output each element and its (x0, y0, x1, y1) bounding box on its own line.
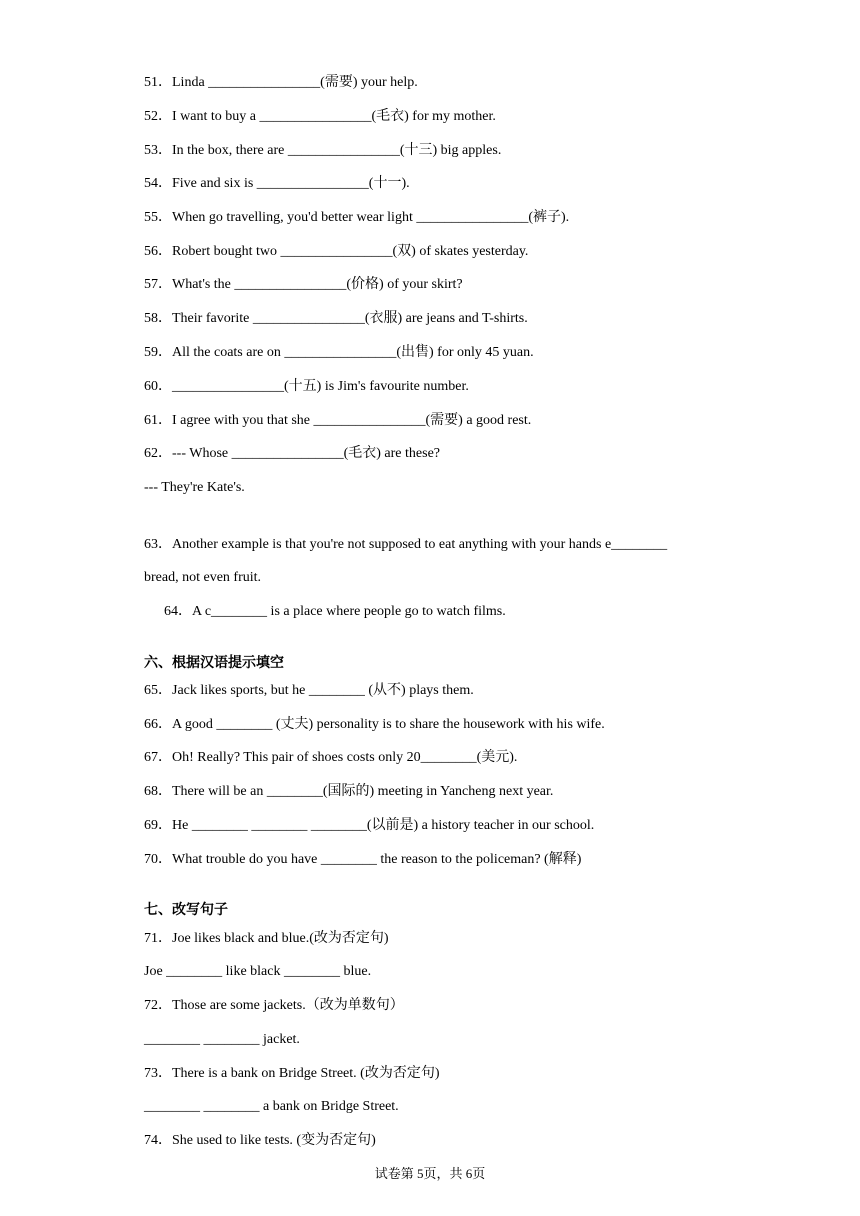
question-71-answer: Joe ________ like black ________ blue. (144, 964, 372, 979)
question-73: 73．There is a bank on Bridge Street. (改为否定句) (144, 1066, 440, 1081)
question-58: 58．Their favorite ________________(衣服) are jeans and T-shirts. (144, 311, 528, 326)
question-63-line2: bread, not even fruit. (144, 570, 262, 585)
question-60: 60．________________(十五) is Jim's favourite number. (144, 379, 469, 394)
question-74: 74．She used to like tests. (变为否定句) (144, 1133, 376, 1148)
question-62-reply: --- They're Kate's. (144, 480, 245, 495)
question-52: 52．I want to buy a ________________(毛衣) for my mother. (144, 109, 496, 124)
section-seven-heading: 七、改写句子 (144, 902, 228, 918)
question-73-answer: ________ ________ a bank on Bridge Street. (144, 1099, 399, 1114)
question-63-line1: 63．Another example is that you're not supposed to eat anything with your hands e________ (144, 537, 668, 552)
page-footer: 试卷第 5页，共 6页 (374, 1166, 486, 1181)
question-71: 71．Joe likes black and blue.(改为否定句) (144, 931, 389, 946)
question-65: 65．Jack likes sports, but he ________ (从不) plays them. (144, 683, 474, 698)
question-57: 57．What's the ________________(价格) of your skirt? (144, 277, 463, 292)
section-six-heading: 六、根据汉语提示填空 (144, 655, 284, 671)
question-67: 67．Oh! Really? This pair of shoes costs only 20________(美元). (144, 750, 518, 765)
question-59: 59．All the coats are on ________________(出售) for only 45 yuan. (144, 345, 534, 360)
question-72-answer: ________ ________ jacket. (144, 1032, 300, 1047)
question-70: 70．What trouble do you have ________ the reason to the policeman? (解释) (144, 852, 582, 867)
question-56: 56．Robert bought two ________________(双) of skates yesterday. (144, 244, 529, 259)
question-69: 69．He ________ ________ ________(以前是) a history teacher in our school. (144, 818, 595, 833)
question-62: 62．--- Whose ________________(毛衣) are these? (144, 446, 441, 461)
question-51: 51．Linda ________________(需要) your help. (144, 75, 418, 90)
question-53: 53．In the box, there are ________________(十三) big apples. (144, 143, 502, 158)
question-72: 72．Those are some jackets.（改为单数句） (144, 998, 404, 1013)
question-64: 64．A c________ is a place where people go to watch films. (164, 604, 506, 619)
question-61: 61．I agree with you that she ________________(需要) a good rest. (144, 413, 532, 428)
question-68: 68．There will be an ________(国际的) meeting in Yancheng next year. (144, 784, 554, 799)
question-54: 54．Five and six is ________________(十一). (144, 176, 410, 191)
question-55: 55．When go travelling, you'd better wear light ________________(裤子). (144, 210, 570, 225)
question-66: 66．A good ________ (丈夫) personality is to share the housework with his wife. (144, 717, 605, 732)
